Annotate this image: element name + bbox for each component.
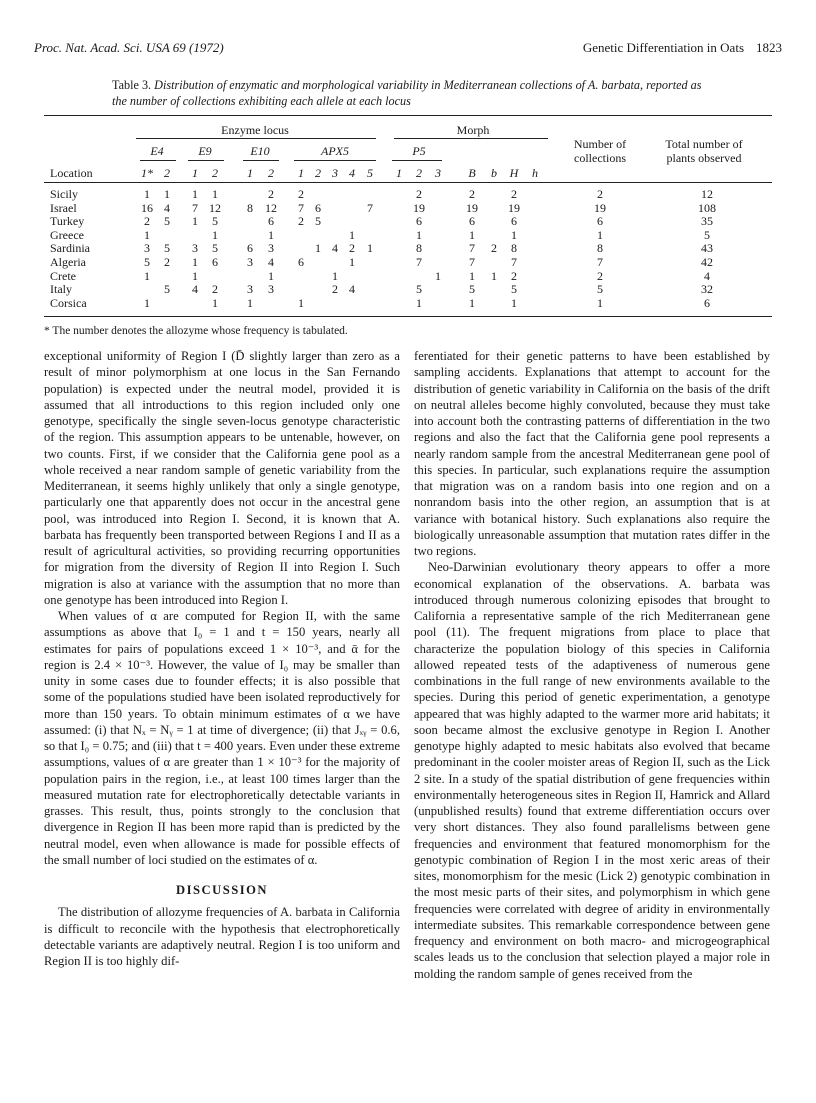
table-cell: 1: [268, 227, 274, 242]
row-location: Italy: [50, 282, 72, 297]
table-cell: 12: [209, 200, 221, 215]
table-cell: 5: [164, 282, 170, 297]
table-cell: 1: [511, 295, 517, 310]
section-heading: DISCUSSION: [176, 883, 268, 897]
table-cell: 16: [141, 200, 153, 215]
table-cell: 3: [192, 241, 198, 256]
table-cell: 3: [268, 282, 274, 297]
table-cell: 1: [469, 227, 475, 242]
table-cell: 2: [212, 282, 218, 297]
table-cell: 1: [144, 227, 150, 242]
table-cell: 5: [212, 214, 218, 229]
locus-rule: [392, 160, 442, 161]
table-cell: 19: [508, 200, 520, 215]
table-cell: 1: [192, 255, 198, 269]
allele-header: 3: [332, 166, 338, 180]
paragraph: Neo-Darwinian evolutionary theory appears to offer a more economical explanation of the observations. A. barbata was introduced through numerous colonizing episodes that brought to California a representative sample of the rich Mediterranean gene pool (11). The frequent migrations from place to place that characterize the population biology of this species in California allowed repeated tests of the adaptiveness of numerous gene combinations in the full range of new environments available to the species. During this period of genetic experimentation, a genotype appeared that was highly adapted to the warmer more arid habitats; it soon became almost the exclusive genotype in Region I. Another genotype highly adapted to mesic habitats also evolved that became predominant in the cooler moister areas of Region II, such as the Lick 2 site. In a study of the spatial distribution of gene frequencies within environmentally heterogeneous sites in Region II, Hamrick and Allard (unpublished results) found that extreme differentiation occurs over very short distances. They also found parallelisms between gene frequencies and environment that featured monomorphism for the genotypic combination of Region I in the most xeric areas of their sites, monomorphism for the mesic (Lick 2) genotypic combination in the most mesic parts of their sites, and polymorphism in which gene frequencies were correlated with degree of aridity in environmentally intermediate subsites. This remarkable correspondence between gene frequency and environment on both macro- and microgeographical scales leads us to the conclusion that selection played a major role in molding the random sample of genes received from the: [414, 560, 770, 981]
table-cell: 6: [416, 214, 422, 229]
table-cell: 6: [315, 200, 321, 215]
locus-header: E4: [150, 144, 164, 158]
table-footnote: * The number denotes the allozyme whose frequency is tabulated.: [44, 325, 348, 337]
table-cell: 1: [192, 268, 198, 283]
allele-header: 1*: [141, 166, 153, 180]
row-total-plants: 6: [704, 295, 710, 310]
table-cell: 12: [265, 200, 277, 215]
allele-header: 2: [164, 166, 170, 180]
row-total-plants: 42: [701, 255, 713, 269]
locus-rule: [294, 160, 376, 161]
table-cell: 3: [247, 282, 253, 297]
allele-header: 2: [212, 166, 218, 180]
allele-header: H: [509, 166, 519, 180]
allele-header: h: [532, 166, 538, 180]
table-cell: 5: [511, 282, 517, 297]
table-cell: 1: [469, 295, 475, 310]
allele-header: 4: [349, 166, 355, 180]
row-collections: 2: [597, 268, 603, 283]
paragraph: ferentiated for their genetic patterns to have been established by sampling accidents. Explanations that attempt to account for the distribution of genetic variability in California on the basis of the drift on neutral alleles become highly convoluted, because they must take into account both the contrasting patterns of differentiation in the two regions and also the fact that the California gene pool represents a nearly random sample from the ancestral Mediterranean gene pool of this species. In particular, such explanations require the assumption that migration was on a random basis into one region and on a nonrandom basis into the other region, an assumption that is at variance with botanical history. Such explanations also require the biologically unreasonable assumption that mutation rates differ in the two regions.: [414, 349, 770, 558]
allele-header: 1: [192, 166, 198, 180]
table-cell: 8: [416, 241, 422, 256]
table-cell: 6: [298, 255, 304, 269]
row-total-plants: 35: [701, 214, 713, 229]
table-cell: 8: [511, 241, 517, 256]
table-cell: 1: [349, 255, 355, 269]
table-cell: 3: [268, 241, 274, 256]
table-cell: 2: [298, 187, 304, 201]
right-column: [414, 348, 770, 982]
table-cell: 2: [298, 214, 304, 229]
row-total-plants: 32: [701, 282, 713, 297]
table-cell: 5: [212, 241, 218, 256]
table-cell: 4: [349, 282, 355, 297]
row-location: Sardinia: [50, 241, 90, 256]
locus-header: E9: [198, 144, 212, 158]
table-cell: 1: [144, 268, 150, 283]
row-collections: 2: [597, 187, 603, 201]
row-location: Algeria: [50, 255, 86, 269]
locus-rule: [188, 160, 224, 161]
paragraph: exceptional uniformity of Region I (D̄ slightly larger than zero as a result of minor polymorphism at one locus in the San Fernando population) is expected under the neutral model, provided it is assumed that all introductions to this region included only one genotype, specifically the single seven-locus genotype characteristic of the region. This assumption appears to be untenable, however, on two counts. First, if we consider that the California gene pool as a whole received a near random sample of genetic variability from the Mediterranean, it seems highly unlikely that only a single genotype, particularly one that apparently does not occur in the ancestral gene pool, was introduced into Region I. Second, it is known that A. barbata has frequently been transported between Regions I and II as a result of agricultural activities, so providing recurring opportunities for migration from the diversity of Region II into Region I. Such migration is also at variance with the assumption that no more than one genotype has been introduced into Region I.: [44, 349, 400, 607]
table-cell: 1: [212, 227, 218, 242]
table-cell: 8: [247, 200, 253, 215]
row-collections: 6: [597, 214, 603, 229]
morph-group-rule: [394, 138, 548, 139]
table-cell: 1: [212, 187, 218, 201]
row-collections: 19: [594, 200, 606, 215]
table-cell: 5: [164, 241, 170, 256]
table-cell: 1: [268, 268, 274, 283]
row-location: Crete: [50, 268, 76, 283]
table-cell: 3: [144, 241, 150, 256]
table-cell: 1: [332, 268, 338, 283]
allele-header: B: [468, 166, 476, 180]
table-cell: 5: [315, 214, 321, 229]
table-cell: 4: [192, 282, 198, 297]
table-cell: 5: [469, 282, 475, 297]
allele-header: 2: [315, 166, 321, 180]
row-collections: 1: [597, 295, 603, 310]
table-cell: 1: [192, 187, 198, 201]
table-cell: 2: [144, 214, 150, 229]
table-cell: 1: [192, 214, 198, 229]
table-cell: 1: [298, 295, 304, 310]
locus-rule: [140, 160, 176, 161]
locus-rule: [243, 160, 279, 161]
row-location: Greece: [50, 227, 84, 242]
row-location: Corsica: [50, 295, 87, 310]
table-cell: 1: [511, 227, 517, 242]
table-cell: 1: [416, 227, 422, 242]
row-collections: 1: [597, 227, 603, 242]
row-total-plants: 43: [701, 241, 713, 256]
table-cell: 19: [413, 200, 425, 215]
table-cell: 2: [268, 187, 274, 201]
row-location: Turkey: [50, 214, 85, 229]
table-cell: 7: [416, 255, 422, 269]
allele-header: 2: [268, 166, 274, 180]
row-total-plants: 5: [704, 227, 710, 242]
table-cell: 6: [469, 214, 475, 229]
allele-header: 5: [367, 166, 373, 180]
table-cell: 2: [469, 187, 475, 201]
table-label: Table 3.: [112, 78, 152, 92]
table-cell: 6: [268, 214, 274, 229]
locus-header: E10: [250, 144, 270, 158]
table-cell: 1: [349, 227, 355, 242]
table-cell: 7: [469, 241, 475, 256]
allele-header: b: [491, 166, 497, 180]
table-cell: 1: [416, 295, 422, 310]
row-location: Israel: [50, 200, 77, 215]
locus-header: P5: [412, 144, 426, 158]
column-header-location: Location: [50, 166, 93, 180]
table-cell: 7: [298, 200, 304, 215]
table-cell: 6: [247, 241, 253, 256]
table-cell: 4: [268, 255, 274, 269]
table-cell: 5: [416, 282, 422, 297]
row-total-plants: 12: [701, 187, 713, 201]
row-location: Sicily: [50, 187, 79, 201]
allele-header: 1: [396, 166, 402, 180]
table-cell: 4: [164, 200, 170, 215]
table-cell: 2: [511, 268, 517, 283]
running-title: Genetic Differentiation in Oats: [582, 40, 744, 55]
table-top-rule: [44, 115, 772, 116]
allele-header: 3: [435, 166, 441, 180]
left-column: [44, 348, 400, 969]
paragraph: The distribution of allozyme frequencies of A. barbata in California is difficult to reconcile with the hypothesis that electrophoretically detectable variants are adaptively neutral. Region I is too uniform and Region II is too highly dif-: [44, 905, 400, 968]
table-cell: 1: [144, 295, 150, 310]
table-cell: 2: [416, 187, 422, 201]
group-header-enzyme: Enzyme locus: [221, 123, 289, 137]
paragraph: When values of α are computed for Region II, with the same assumptions as above that I₀ = 1 and t = 150 years, nearly all estimates for pairs of populations exceed 1 × 10⁻³, and ᾱ for the region is 2.4 × 10⁻³. However, the value of I₀ may be smaller than unity in some cases due to founder effects; it is also possible that some of the populations studied have been isolated reproductively for more than 150 years. To obtain minimum estimates of α we have assumed: (i) that Nₓ = Nᵧ = 1 at time of divergence; (ii) that Jₓᵧ = 0.6, so that I₀ = 0.75; and (iii) that t = 400 years. Even under these extreme assumptions, values of α are greater than 1 × 10⁻³ for the majority of population pairs in the region, i.e., at least 100 times larger than the measured mutation rate for electrophoretically detectable variants in grasses. This result, thus, points strongly to the conclusion that divergence in Region II has been more rapid than is predicted by the neutral model, even when allowance is made for possible effects of the small number of loci studied on the estimates of α.: [44, 609, 400, 867]
column-header-total: Total number of plants observed: [665, 137, 743, 165]
table-cell: 7: [192, 200, 198, 215]
row-total-plants: 4: [704, 268, 710, 283]
table-cell: 1: [469, 268, 475, 283]
table-cell: 6: [511, 214, 517, 229]
locus-header: APX5: [321, 144, 349, 158]
table-cell: 2: [164, 255, 170, 269]
table-header-rule: [44, 182, 772, 183]
table-cell: 19: [466, 200, 478, 215]
table-cell: 2: [349, 241, 355, 256]
table-cell: 1: [315, 241, 321, 256]
table-cell: 7: [469, 255, 475, 269]
allele-header: 1: [247, 166, 253, 180]
table-cell: 1: [212, 295, 218, 310]
table-bottom-rule: [44, 316, 772, 317]
table-cell: 1: [435, 268, 441, 283]
table-cell: 2: [332, 282, 338, 297]
table-cell: 5: [164, 214, 170, 229]
table-cell: 1: [367, 241, 373, 256]
row-collections: 7: [597, 255, 603, 269]
table-cell: 5: [144, 255, 150, 269]
page-number: 1823: [756, 40, 782, 55]
group-header-morph: Morph: [456, 123, 490, 137]
allele-header: 2: [416, 166, 422, 180]
table-cell: 1: [247, 295, 253, 310]
table-cell: 1: [144, 187, 150, 201]
journal-citation: Proc. Nat. Acad. Sci. USA 69 (1972): [34, 40, 224, 55]
allele-header: 1: [298, 166, 304, 180]
table-cell: 4: [332, 241, 338, 256]
table-cell: 2: [511, 187, 517, 201]
table-caption-text: Distribution of enzymatic and morphological variability in Mediterranean collections of A. barbata, reported as the number of collections exhibiting each allele at each locus: [112, 78, 702, 108]
table-cell: 7: [511, 255, 517, 269]
table-cell: 6: [212, 255, 218, 269]
table-cell: 2: [491, 241, 497, 256]
table-cell: 1: [491, 268, 497, 283]
row-collections: 8: [597, 241, 603, 256]
table-cell: 1: [164, 187, 170, 201]
table-cell: 3: [247, 255, 253, 269]
row-collections: 5: [597, 282, 603, 297]
data-table: [0, 0, 816, 340]
enzyme-group-rule: [136, 138, 376, 139]
column-header-number: Number of collections: [573, 137, 627, 165]
row-total-plants: 108: [698, 200, 716, 215]
table-cell: 7: [367, 200, 373, 215]
